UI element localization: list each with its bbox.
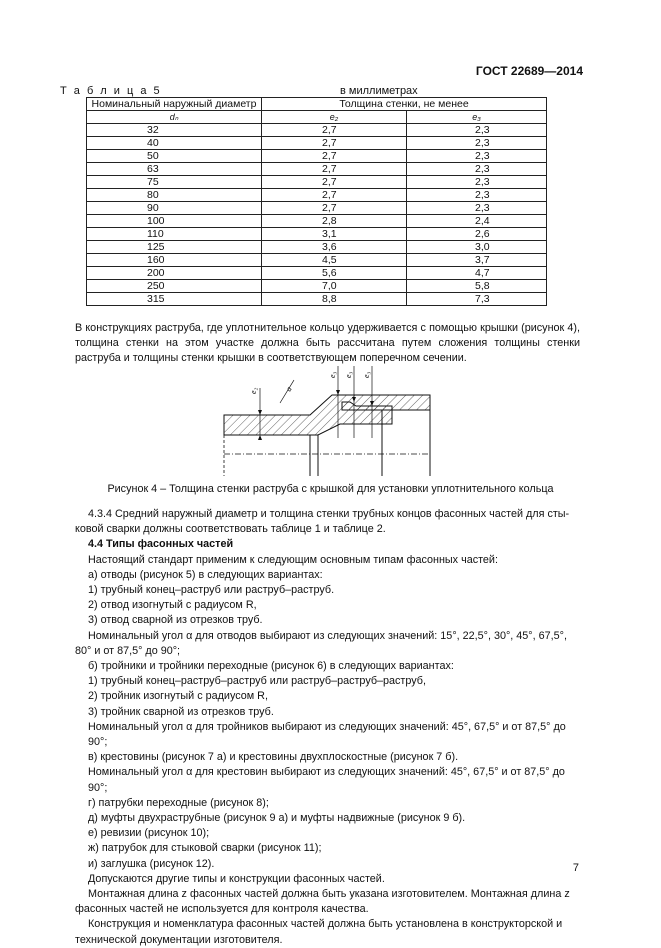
text-line: 1) трубный конец–раструб–раструб или раструб–раструб–раструб,: [88, 675, 426, 688]
table-subheader-row: [87, 111, 547, 124]
table-body: [87, 124, 547, 306]
label-e3-1: e₃: [328, 371, 337, 378]
cell-e3: 2,3: [407, 150, 547, 163]
cell-e3: 7,3: [407, 293, 547, 306]
cell-e2: 3,1: [262, 228, 407, 241]
cell-e3: 4,7: [407, 267, 547, 280]
cell-e2: 2,7: [262, 124, 407, 137]
cell-e2: 3,6: [262, 241, 407, 254]
cell-e3: 2,6: [407, 228, 547, 241]
cell-e3: 3,7: [407, 254, 547, 267]
text-line: д) муфты двухраструбные (рисунок 9 а) и муфты надвижные (рисунок 9 б).: [88, 812, 466, 825]
table-row: [87, 267, 547, 280]
table-row: [87, 163, 547, 176]
table-row: [87, 280, 547, 293]
text-line: ж) патрубок для стыковой сварки (рисунок 11);: [88, 842, 322, 855]
cell-e2: 2,7: [262, 137, 407, 150]
cell-diameter: 75: [87, 176, 262, 189]
cell-diameter: 63: [87, 163, 262, 176]
cell-e3: 2,3: [407, 189, 547, 202]
table-row: [87, 293, 547, 306]
table-units: в миллиметрах: [340, 85, 418, 97]
text-line: в) крестовины (рисунок 7 а) и крестовины двухплоскостные (рисунок 7 б).: [88, 751, 459, 764]
text-line: 4.3.4 Средний наружный диаметр и толщина стенки трубных концов фасонных частей для сты-: [88, 508, 570, 520]
document-id: ГОСТ 22689—2014: [475, 64, 583, 78]
cell-e2: 2,7: [262, 150, 407, 163]
text-line: е) ревизии (рисунок 10);: [88, 827, 210, 840]
text-line: Номинальный угол α для отводов выбирают из следующих значений: 15°, 22,5°, 30°, 45°, 67,5°,: [88, 629, 567, 642]
text-line: Настоящий стандарт применим к следующим основным типам фасонных частей:: [88, 553, 498, 566]
text-line: 80° и от 87,5° до 90°;: [75, 644, 181, 657]
text-line: Монтажная длина z фасонных частей должна быть указана изготовителем. Монтажная длина z: [88, 888, 570, 901]
table-row: [87, 241, 547, 254]
socket-wall-section: [224, 395, 430, 435]
cell-e3: 5,8: [407, 280, 547, 293]
label-e2: e₂: [249, 387, 258, 394]
text-line: фасонных частей не используется для контроля качества.: [75, 903, 369, 916]
col-thickness-header: Толщина стенки, не менее: [262, 98, 547, 111]
text-line: 1) трубный конец–раструб или раструб–раструб.: [88, 584, 335, 597]
text-line: 2) отвод изогнутый с радиусом R,: [88, 599, 257, 612]
cell-e2: 2,7: [262, 163, 407, 176]
table-row: [87, 254, 547, 267]
cell-e3: 2,4: [407, 215, 547, 228]
text-line: Допускаются другие типы и конструкции фасонных частей.: [88, 872, 385, 885]
cell-e2: 2,8: [262, 215, 407, 228]
cell-e2: 5,6: [262, 267, 407, 280]
text-line: ковой сварки должны соответствовать таблице 1 и таблице 2.: [75, 523, 386, 536]
text-line: б) тройники и тройники переходные (рисунок 6) в следующих вариантах:: [88, 660, 454, 673]
text-line: Номинальный угол α для тройников выбирают из следующих значений: 45°, 67,5° и от 87,5° до 90°;: [88, 720, 566, 749]
label-a: a: [283, 385, 294, 393]
table-row: [87, 150, 547, 163]
cell-e2: 8,8: [262, 293, 407, 306]
cell-e3: 2,3: [407, 202, 547, 215]
col-diameter-header: Номинальный наружный диаметр: [87, 98, 262, 111]
cell-e2: 2,7: [262, 176, 407, 189]
col-diameter-symbol: dₙ: [87, 111, 262, 124]
col-e3-symbol: e₃: [407, 111, 547, 124]
table-row: [87, 228, 547, 241]
cell-diameter: 125: [87, 241, 262, 254]
paragraph-socket-cover: В конструкциях раструба, где уплотнительное кольцо удерживается с помощью крышки (рисунок 4), толщина стенки на этом участке должна быть рассчитана путем сложения толщины стенки раструба и толщины стенки крышки в соответствующем поперечном сечении.: [75, 322, 580, 365]
text-line: 3) отвод сварной из отрезков труб.: [88, 614, 263, 627]
figure-caption: Рисунок 4 – Толщина стенки раструба с крышкой для установки уплотнительного кольца: [107, 483, 554, 495]
section-text: [75, 507, 582, 948]
table-row: [87, 176, 547, 189]
text-line: г) патрубки переходные (рисунок 8);: [88, 796, 269, 809]
label-e3-3: e₃: [362, 371, 371, 378]
cell-e3: 2,3: [407, 176, 547, 189]
cell-diameter: 32: [87, 124, 262, 137]
figure-socket-drawing: [222, 358, 440, 478]
text-line: и) заглушка (рисунок 12).: [88, 857, 215, 870]
cell-diameter: 90: [87, 202, 262, 215]
section-heading: 4.4 Типы фасонных частей: [88, 538, 234, 551]
cell-e3: 3,0: [407, 241, 547, 254]
cell-diameter: 250: [87, 280, 262, 293]
text-line: Номинальный угол α для крестовин выбирают из следующих значений: 45°, 67,5° и от 87,5° до 90°;: [88, 766, 565, 794]
table-row: [87, 215, 547, 228]
text-line: а) отводы (рисунок 5) в следующих вариантах:: [88, 568, 323, 581]
text-line: Конструкция и номенклатура фасонных частей должна быть установлена в конструкторской и: [88, 918, 563, 931]
cell-e2: 2,7: [262, 189, 407, 202]
cell-e3: 2,3: [407, 163, 547, 176]
cell-diameter: 80: [87, 189, 262, 202]
text-line: 3) тройник сварной из отрезков труб.: [88, 705, 274, 718]
cell-diameter: 40: [87, 137, 262, 150]
label-e3-2: e₃: [344, 371, 353, 378]
cell-diameter: 50: [87, 150, 262, 163]
table-row: [87, 137, 547, 150]
col-e2-symbol: e₂: [262, 111, 407, 124]
cell-e3: 2,3: [407, 124, 547, 137]
page-number: 7: [572, 862, 579, 874]
cell-e2: 2,7: [262, 202, 407, 215]
wall-thickness-table: [86, 97, 547, 306]
table-header-row: [87, 98, 547, 111]
text-line: 2) тройник изогнутый с радиусом R,: [88, 690, 268, 703]
table-caption: Т а б л и ц а 5: [60, 85, 162, 97]
cell-diameter: 100: [87, 215, 262, 228]
table-row: [87, 124, 547, 137]
text-line: технической документации изготовителя.: [75, 933, 283, 946]
table-row: [87, 202, 547, 215]
cell-e3: 2,3: [407, 137, 547, 150]
cell-diameter: 160: [87, 254, 262, 267]
cell-e2: 7,0: [262, 280, 407, 293]
cell-diameter: 315: [87, 293, 262, 306]
table-row: [87, 189, 547, 202]
cell-e2: 4,5: [262, 254, 407, 267]
cell-diameter: 200: [87, 267, 262, 280]
cell-diameter: 110: [87, 228, 262, 241]
